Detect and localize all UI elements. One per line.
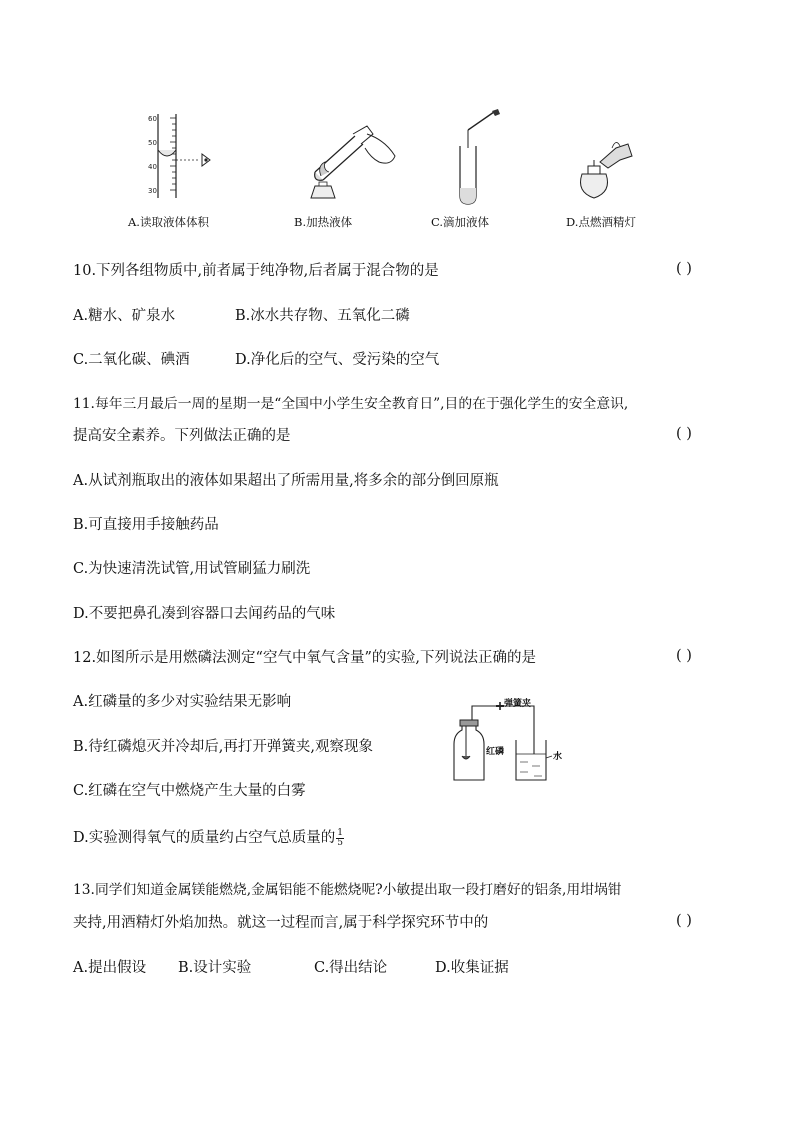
q12-answer-paren[interactable]: ( ) [676, 648, 692, 664]
q10-option-b[interactable]: B.冰水共存物、五氧化二磷 [235, 308, 410, 324]
tick-30: 30 [148, 187, 157, 195]
q11-option-c[interactable]: C.为快速清洗试管,用试管刷猛力刷洗 [73, 561, 311, 577]
tick-50: 50 [148, 139, 157, 147]
q10-stem: 10.下列各组物质中,前者属于纯净物,后者属于混合物的是 [73, 263, 439, 279]
q11-answer-paren[interactable]: ( ) [676, 426, 692, 442]
q11-option-a[interactable]: A.从试剂瓶取出的液体如果超出了所需用量,将多余的部分倒回原瓶 [73, 473, 499, 489]
q10-option-a[interactable]: A.糖水、矿泉水 [73, 308, 176, 324]
q10-option-d[interactable]: D.净化后的空气、受污染的空气 [235, 352, 440, 368]
caption-d: D.点燃酒精灯 [566, 215, 636, 229]
q12-option-b[interactable]: B.待红磷熄灭并冷却后,再打开弹簧夹,观察现象 [73, 739, 373, 755]
alcohol-lamp-figure [572, 134, 642, 204]
q12-option-c[interactable]: C.红磷在空气中燃烧产生大量的白雾 [73, 783, 306, 799]
q13-stem-line1: 13.同学们知道金属镁能燃烧,金属铝能不能燃烧呢?小敏提出取一段打磨好的铝条,用坩埚钳 [73, 882, 622, 898]
caption-b: B.加热液体 [294, 215, 353, 229]
tick-60: 60 [148, 115, 157, 123]
q13-option-b[interactable]: B.设计实验 [178, 960, 252, 976]
q13-option-d[interactable]: D.收集证据 [435, 960, 509, 976]
q13-option-a[interactable]: A.提出假设 [73, 960, 147, 976]
q11-stem-line2: 提高安全素养。下列做法正确的是 [73, 428, 291, 444]
cylinder-reading-figure [140, 110, 220, 200]
label-water: 水 [553, 752, 563, 762]
red-phosphorus-apparatus-figure [448, 698, 570, 784]
label-phosphorus: 红磷 [486, 747, 505, 757]
q12-option-a[interactable]: A.红磷量的多少对实验结果无影响 [73, 694, 292, 710]
q12-option-d[interactable] [73, 828, 344, 848]
label-clamp: 弹簧夹 [504, 699, 532, 709]
heating-liquid-figure [295, 118, 410, 200]
q12-option-d-text: D.实验测得氧气的质量约占空气总质量的 [73, 830, 336, 846]
caption-a: A.读取液体体积 [128, 215, 209, 229]
q13-stem-line2: 夹持,用酒精灯外焰加热。就这一过程而言,属于科学探究环节中的 [73, 915, 489, 931]
dropper-figure [448, 108, 508, 208]
q11-option-d[interactable]: D.不要把鼻孔凑到容器口去闻药品的气味 [73, 606, 336, 622]
q11-option-b[interactable]: B.可直接用手接触药品 [73, 517, 219, 533]
tick-40: 40 [148, 163, 157, 171]
q13-option-c[interactable]: C.得出结论 [314, 960, 388, 976]
caption-c: C.滴加液体 [431, 215, 490, 229]
q12-stem: 12.如图所示是用燃磷法测定“空气中氧气含量”的实验,下列说法正确的是 [73, 650, 536, 666]
eye-icon [202, 154, 210, 166]
figure-row [0, 100, 794, 240]
q11-stem-line1: 11.每年三月最后一周的星期一是“全国中小学生安全教育日”,目的在于强化学生的安全意识, [73, 396, 629, 412]
fraction-one-fifth: $\frac{1}{5}$ [337, 827, 343, 848]
q13-answer-paren[interactable]: ( ) [676, 913, 692, 929]
q10-answer-paren[interactable]: ( ) [676, 261, 692, 277]
q10-option-c[interactable]: C.二氧化碳、碘酒 [73, 352, 190, 368]
